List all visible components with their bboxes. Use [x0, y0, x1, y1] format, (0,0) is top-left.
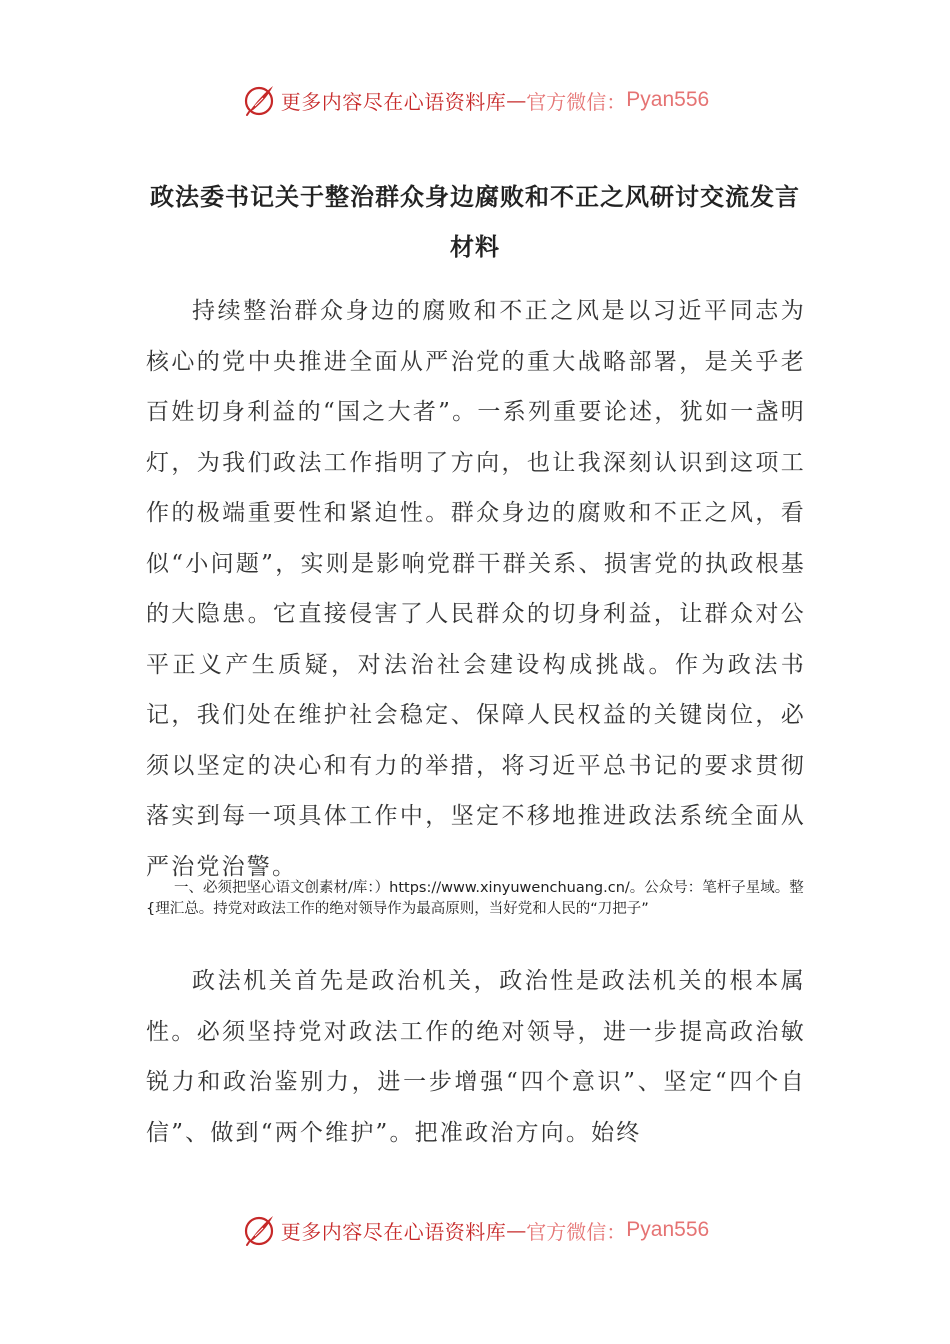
footer-wechat-id: Pyan556	[626, 1218, 710, 1241]
body-paragraph-1: 持续整治群众身边的腐败和不正之风是以习近平同志为核心的党中央推进全面从严治党的重大战略部署，是关乎老百姓切身利益的“国之大者”。一系列重要论述，犹如一盏明灯，为我们政法工作指明了方向，也让我深刻认识到这项工作的极端重要性和紧迫性。群众身边的腐败和不正之风，看似“小问题”，实则是影响党群干群关系、损害党的执政根基的大隐患。它直接侵害了人民群众的切身利益，让群众对公平正义产生质疑，对法治社会建设构成挑战。作为政法书记，我们处在维护社会稳定、保障人民权益的关键岗位，必须以坚定的决心和有力的举措，将习近平总书记的要求贯彻落实到每一项具体工作中，坚定不移地推进政法系统全面从严治党治警。	[146, 298, 806, 880]
header-banner-dash: —	[506, 88, 527, 112]
section-heading-note: 一、必须把坚心语文创素材/库：）https://www.xinyuwenchuang.cn/。公众号：笔杆子星域。整{理汇总。持党对政法工作的绝对领导作为最高原则，当好党和人民的“刀把子”	[146, 880, 804, 917]
footer-banner-dash: —	[506, 1218, 527, 1242]
quill-pen-logo-icon	[241, 1212, 277, 1248]
footer-banner-inner	[241, 1212, 709, 1248]
body-paragraph-2: 政法机关首先是政治机关，政治性是政法机关的根本属性。必须坚持党对政法工作的绝对领导，进一步提高政治敏锐力和政治鉴别力，进一步增强“四个意识”、坚定“四个自信”、做到“两个维护”。把准政治方向。始终	[146, 968, 806, 1146]
footer-wechat-label: 官方微信：	[526, 1219, 627, 1244]
header-banner	[0, 80, 950, 120]
header-wechat-label: 官方微信：	[526, 89, 627, 114]
footer-banner	[0, 1210, 950, 1250]
header-wechat-id: Pyan556	[626, 88, 710, 111]
document-title: 政法委书记关于整治群众身边腐败和不正之风研讨交流发言材料	[150, 182, 800, 261]
header-banner-text: 更多内容尽在心语资料库	[280, 89, 507, 114]
quill-pen-logo-icon	[241, 82, 277, 118]
footer-banner-text: 更多内容尽在心语资料库	[280, 1219, 507, 1244]
header-banner-inner	[241, 82, 709, 118]
